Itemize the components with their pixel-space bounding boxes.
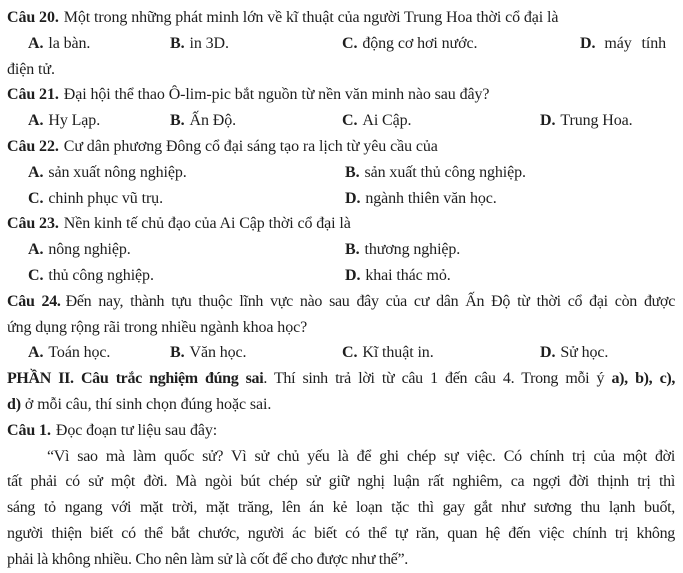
option-c [342,340,540,366]
option-b [345,237,675,263]
option-b-label: B. [345,163,360,181]
option-c-label: C. [342,344,358,362]
option-a-text: sản xuất nông nghiệp. [48,163,187,181]
option-c-label: C. [28,189,44,207]
question-1-text: Đọc đoạn tư liệu sau đây: [55,421,218,439]
question-21 [7,82,675,108]
option-d [580,31,675,57]
option-d-label: D. [580,34,596,52]
option-a-label: A. [28,34,44,52]
question-21-text: Đại hội thể thao Ô-lim-pic bắt nguồn từ nền văn minh nào sau đây? [63,86,490,104]
option-c-label: C. [342,112,358,130]
option-b-label: B. [170,112,185,130]
option-c [28,263,345,289]
question-24-text-line-2: ứng dụng rộng rãi trong nhiều ngành khoa học? [7,318,308,336]
option-a [28,340,170,366]
option-c-text: động cơ hơi nước. [362,34,478,52]
passage-line: tất phải có sử một đời. Mà ngòi bút chép sử giữ nghị luận rất nghiêm, ca ngợi đời thịnh trị thì [7,473,675,491]
option-d-label: D. [540,112,556,130]
option-d [345,263,675,289]
option-c-label: C. [342,34,358,52]
question-23 [7,211,675,237]
question-20-text: Một trong những phát minh lớn về kĩ thuật của người Trung Hoa thời cổ đại là [63,9,559,26]
question-24-text-line-1: Đến nay, thành tựu thuộc lĩnh vực nào sau đây của cư dân Ấn Độ từ thời cổ đại còn được [65,292,675,310]
question-21-label: Câu 21. [7,86,59,104]
option-a [28,108,170,134]
section-2-title: PHẦN II. Câu trắc nghiệm đúng sai [7,370,264,388]
question-1 [7,418,675,444]
question-24-line-1 [7,289,675,315]
question-20-label: Câu 20. [7,9,59,26]
option-d [345,186,675,212]
option-d-text: ngành thiên văn học. [365,189,497,207]
option-b [170,108,342,134]
option-c-text: Ai Cập. [362,112,412,130]
section-2-heading-line-2 [7,392,675,418]
question-20-option-d-wrap: điện tử. [7,60,55,78]
source-passage [7,444,675,573]
option-a-text: Toán học. [48,344,111,362]
section-2-instructions-part-2: ở mỗi câu, thí sinh chọn đúng hoặc sai. [21,395,272,413]
option-b-label: B. [170,34,185,52]
question-22-label: Câu 22. [7,137,59,155]
passage-line: sáng tỏ ngang với mặt trời, mặt trăng, lên án kẻ loạn tặc thì gay gắt như sương thu lạnh buốt, [7,499,675,517]
question-24-options [28,340,675,366]
option-a-text: nông nghiệp. [48,241,131,259]
passage-line: phải là không nhiều. Cho nên làm sử là cốt để cho được như thế”. [7,550,408,568]
option-b [170,340,342,366]
option-c-label: C. [28,266,44,284]
option-a [28,237,345,263]
option-d-text: Trung Hoa. [560,112,633,130]
option-c [342,31,580,57]
question-22-options-row-2 [28,186,675,212]
option-a-text: la bàn. [48,34,91,52]
section-2-item-letters: a), b), c), [611,370,675,388]
option-b [345,160,675,186]
question-22-text: Cư dân phương Đông cổ đại sáng tạo ra lịch từ yêu cầu của [63,137,438,155]
passage-line: “Vì sao mà làm quốc sử? Vì sử chủ yếu là để ghi chép sự việc. Có chính trị của một đời [47,447,675,465]
option-b-text: sản xuất thủ công nghiệp. [364,163,526,181]
question-1-label: Câu 1. [7,421,51,439]
section-2-heading-line-1 [7,366,675,392]
option-c-text: Kĩ thuật in. [362,344,434,362]
option-b-text: Văn học. [189,344,247,362]
option-c-text: chinh phục vũ trụ. [48,189,163,207]
question-24-label: Câu 24. [7,292,61,310]
option-d [540,340,675,366]
passage-line: người thiện biết có thể bắt chước, người ác biết có thể tự răn, quan hệ đến việc chính trị không [7,524,675,542]
option-b-text: Ấn Độ. [189,112,236,130]
question-20 [7,5,675,31]
option-d-label: D. [345,266,361,284]
option-a-label: A. [28,163,44,181]
question-20-options [28,31,675,57]
question-22-options-row-1 [28,160,675,186]
option-c-text: thủ công nghiệp. [48,266,154,284]
question-21-options [28,108,675,134]
question-23-options-row-2 [28,263,675,289]
option-b-label: B. [345,241,360,259]
option-b [170,31,342,57]
question-23-label: Câu 23. [7,215,59,233]
option-d-label: D. [345,189,361,207]
question-22 [7,134,675,160]
question-23-text: Nền kinh tế chủ đạo của Ai Cập thời cổ đại là [63,215,351,233]
section-2-item-letter-d: d) [7,395,22,413]
option-a [28,31,170,57]
option-b-text: in 3D. [189,34,229,52]
question-23-options-row-1 [28,237,675,263]
option-a-label: A. [28,344,44,362]
option-c [28,186,345,212]
option-c [342,108,540,134]
option-d [540,108,675,134]
option-b-text: thương nghiệp. [364,241,461,259]
section-2-instructions-part-1: . Thí sinh trả lời từ câu 1 đến câu 4. Trong mỗi ý [263,370,612,388]
option-d-text: máy tính [604,34,666,52]
option-d-label: D. [540,344,556,362]
option-a-label: A. [28,112,44,130]
option-a [28,160,345,186]
option-b-label: B. [170,344,185,362]
option-a-text: Hy Lạp. [48,112,101,130]
option-d-text: Sử học. [560,344,609,362]
option-d-text: khai thác mỏ. [365,266,451,284]
option-a-label: A. [28,241,44,259]
